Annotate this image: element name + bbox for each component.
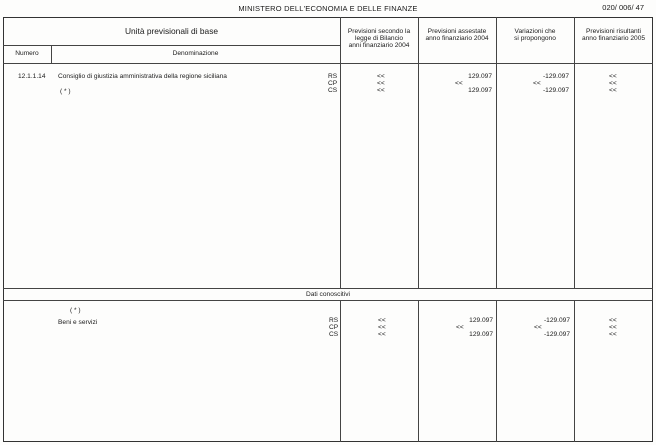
cell-col3: -129.097 xyxy=(543,317,570,324)
row-note: ( * ) xyxy=(60,88,71,95)
cell-col4: << xyxy=(609,73,617,80)
cell-col1: << xyxy=(378,324,386,331)
divider xyxy=(574,17,575,288)
row-denominazione: Consiglio di giustizia amministrativa della regione siciliana xyxy=(58,73,227,80)
divider xyxy=(418,17,419,288)
group-title: Unità previsionali di base xyxy=(124,26,219,36)
divider xyxy=(496,300,497,442)
divider xyxy=(418,300,419,442)
cell-col1: << xyxy=(377,87,385,94)
divider xyxy=(3,45,340,46)
cell-col2: 129.097 xyxy=(469,317,493,324)
cell-col2: 129.097 xyxy=(469,331,493,338)
cell-col2: << xyxy=(455,80,463,87)
cell-col1: << xyxy=(377,80,385,87)
cell-col3: << xyxy=(534,324,542,331)
code-rs: RS xyxy=(328,73,338,80)
code-cp: CP xyxy=(328,80,338,87)
cell-col3: << xyxy=(533,80,541,87)
cell-col4: << xyxy=(609,317,617,324)
cell-col3: -129.097 xyxy=(543,331,570,338)
row-numero: 12.1.1.14 xyxy=(18,73,46,80)
cell-col1: << xyxy=(378,331,386,338)
cell-col2: 129.097 xyxy=(468,73,492,80)
cell-col4: << xyxy=(609,331,617,338)
cell-col1: << xyxy=(378,317,386,324)
section-title-dati-conoscitivi: Dati conoscitivi xyxy=(306,291,350,298)
cell-col2: << xyxy=(456,324,464,331)
cell-col1: << xyxy=(377,73,385,80)
ministry-title: MINISTERO DELL'ECONOMIA E DELLE FINANZE xyxy=(238,4,418,13)
cell-col4: << xyxy=(609,87,617,94)
divider xyxy=(3,63,653,64)
divider xyxy=(574,300,575,442)
cell-col2: 129.097 xyxy=(468,87,492,94)
divider xyxy=(340,17,341,288)
divider xyxy=(3,288,653,289)
code-rs: RS xyxy=(329,317,339,324)
cell-col3: -129.097 xyxy=(542,87,569,94)
code-cs: CS xyxy=(329,331,339,338)
divider xyxy=(3,300,653,301)
col-denominazione: Denominazione xyxy=(172,50,219,57)
page-code: 020/ 006/ 47 xyxy=(602,3,644,12)
divider xyxy=(340,300,341,442)
cell-col4: << xyxy=(609,80,617,87)
row-note: ( * ) xyxy=(70,307,81,314)
row-denominazione: Beni e servizi xyxy=(58,319,98,326)
divider xyxy=(496,17,497,288)
code-cs: CS xyxy=(328,87,338,94)
code-cp: CP xyxy=(329,324,339,331)
cell-col4: << xyxy=(609,324,617,331)
col-numero: Numero xyxy=(15,50,39,57)
cell-col3: -129.097 xyxy=(542,73,569,80)
